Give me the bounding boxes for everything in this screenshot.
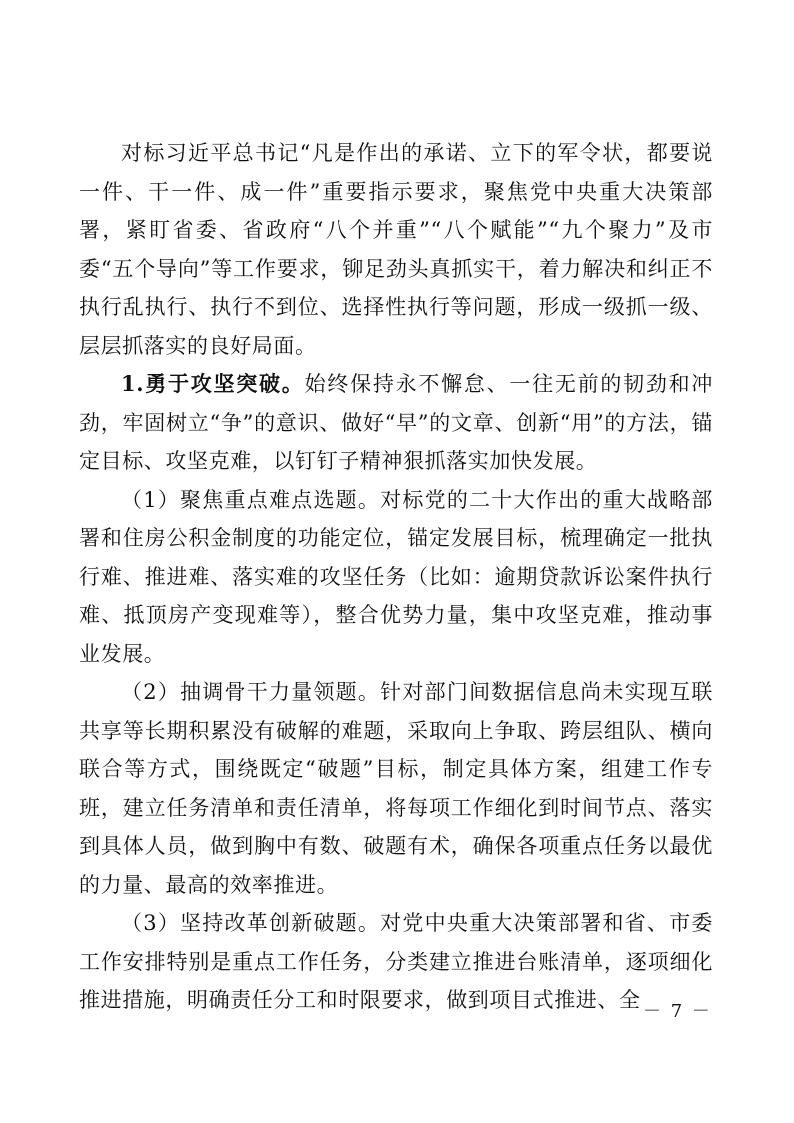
paragraph-text: （3）坚持改革创新破题。对党中央重大决策部署和省、市委工作安排特别是重点工作任务，分类建立推进台账清单，逐项细化推进措施，明确责任分工和时限要求，做到项目式推进、全 — [79, 911, 713, 1012]
page-number: － 7 － — [643, 1001, 712, 1022]
paragraph-text: （1）聚焦重点难点选题。对标党的二十大作出的重大战略部署和住房公积金制度的功能定位，锚定发展目标，梳理确定一批执行难、推进难、落实难的攻坚任务（比如：逾期贷款诉讼案件执行难、抵顶房产变现难等），整合优势力量，集中攻坚克难，推动事业发展。 — [79, 487, 713, 666]
paragraph-text: 对标习近平总书记“凡是作出的承诺、立下的军令状，都要说一件、干一件、成一件”重要指示要求，聚焦党中央重大决策部署，紧盯省委、省政府“八个并重”“八个赋能”“九个聚力”及市委“五个导向”等工作要求，铆足劲头真抓实干，着力解决和纠正不执行乱执行、执行不到位、选择性执行等问题，形成一级抓一级、层层抓落实的良好局面。 — [79, 141, 713, 358]
paragraph-section-1 — [79, 365, 713, 481]
paragraph-intro — [79, 134, 713, 365]
paragraph-text: （2）抽调骨干力量领题。针对部门间数据信息尚未实现互联共享等长期积累没有破解的难题，采取向上争取、跨层组队、横向联合等方式，围绕既定“破题”目标，制定具体方案，组建工作专班，建立任务清单和责任清单，将每项工作细化到时间节点、落实到具体人员，做到胸中有数、破题有术，确保各项重点任务以最优的力量、最高的效率推进。 — [79, 680, 713, 897]
section-heading: 1.勇于攻坚突破。 — [121, 371, 305, 396]
paragraph-text: 始终保持永不懈怠、一往无前的韧劲和冲劲，牢固树立“争”的意识、做好“早”的文章、创新“用”的方法，锚定目标、攻坚克难，以钉钉子精神狠抓落实加快发展。 — [79, 372, 713, 473]
document-body — [79, 134, 713, 1020]
paragraph-item-2 — [79, 673, 713, 904]
paragraph-item-1 — [79, 481, 713, 674]
paragraph-item-3 — [79, 904, 713, 1020]
